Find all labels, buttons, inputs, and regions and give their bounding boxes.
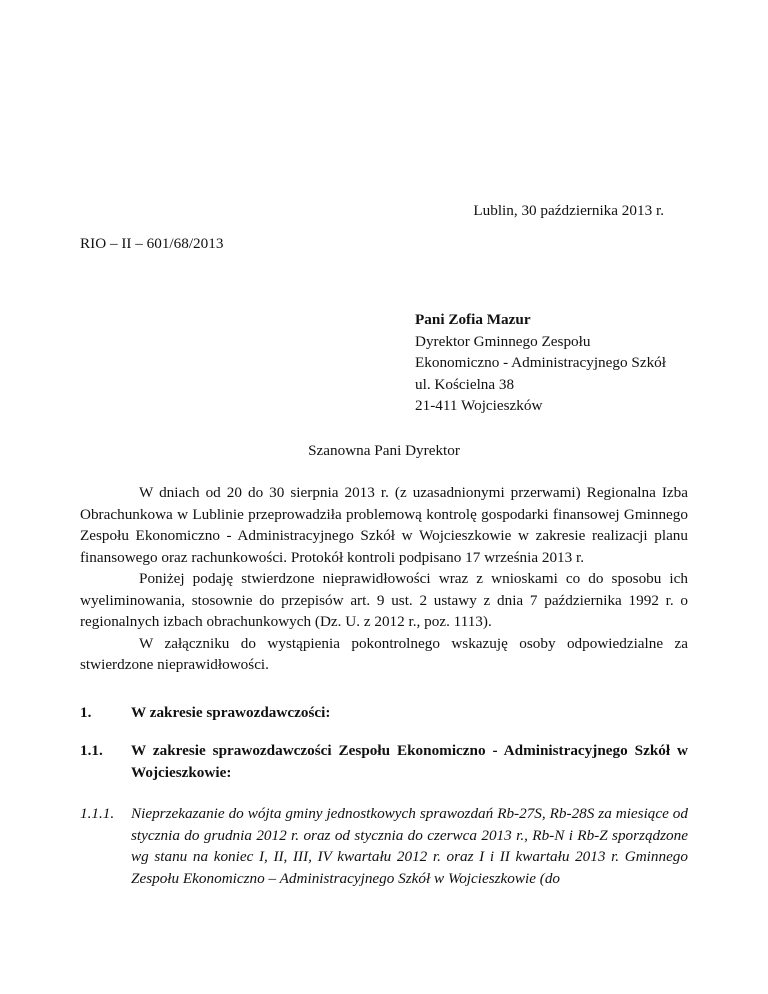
finding-1-1-1 [80,803,688,889]
finding-number: 1.1.1. [80,805,115,822]
letter-body [80,482,688,676]
section-number: 1. [80,704,92,721]
addressee-line: 21-411 Wojcieszków [415,397,543,414]
addressee-name: Pani Zofia Mazur [415,311,531,328]
addressee-line: ul. Kościelna 38 [415,375,515,393]
body-paragraph: Poniżej podaję stwierdzone nieprawidłowości wraz z wnioskami co do sposobu ich wyeliminowania, stosownie do przepisów art. 9 ust. 2 ustawy z dnia 7 października 1992 r. o regionalnych izbach obrachunkowych (Dz. U. z 2012 r., poz. 1113). [80,570,688,630]
salutation: Szanowna Pani Dyrektor [308,442,460,459]
addressee-block [415,309,666,417]
addressee-line: Dyrektor Gminnego Zespołu [415,332,591,350]
addressee-line: Ekonomiczno - Administracyjnego Szkół [415,354,666,371]
section-heading-1-1 [80,740,688,783]
section-title: W zakresie sprawozdawczości Zespołu Ekonomiczno - Administracyjnego Szkół w Wojcieszkowie: [131,742,688,781]
body-paragraph: W dniach od 20 do 30 sierpnia 2013 r. (z uzasadnionymi przerwami) Regionalna Izba Obrachunkowa w Lublinie przeprowadziła problemową kontrolę gospodarki finansowej Gminnego Zespołu Ekonomiczno - Administracyjnego Szkół w Wojcieszkowie w zakresie realizacji planu finansowego oraz rachunkowości. Protokół kontroli podpisano 17 września 2013 r. [80,484,688,566]
body-paragraph: W załączniku do wystąpienia pokontrolnego wskazuję osoby odpowiedzialne za stwierdzone nieprawidłowości. [80,634,688,673]
letter-date: Lublin, 30 października 2013 r. [473,202,664,219]
reference-number: RIO – II – 601/68/2013 [80,235,224,252]
section-title: W zakresie sprawozdawczości: [131,704,331,721]
finding-text: Nieprzekazanie do wójta gminy jednostkowych sprawozdań Rb-27S, Rb-28S za miesiące od stycznia do grudnia 2012 r. oraz od stycznia do czerwca 2013 r., Rb-N i Rb-Z sporządzone wg stanu na koniec I, II, III, IV kwartału 2012 r. oraz I i II kwartału 2013 r. Gminnego Zespołu Ekonomiczno – Administracyjnego Szkół w Wojcieszkowie (do [131,805,688,887]
section-number: 1.1. [80,742,103,759]
